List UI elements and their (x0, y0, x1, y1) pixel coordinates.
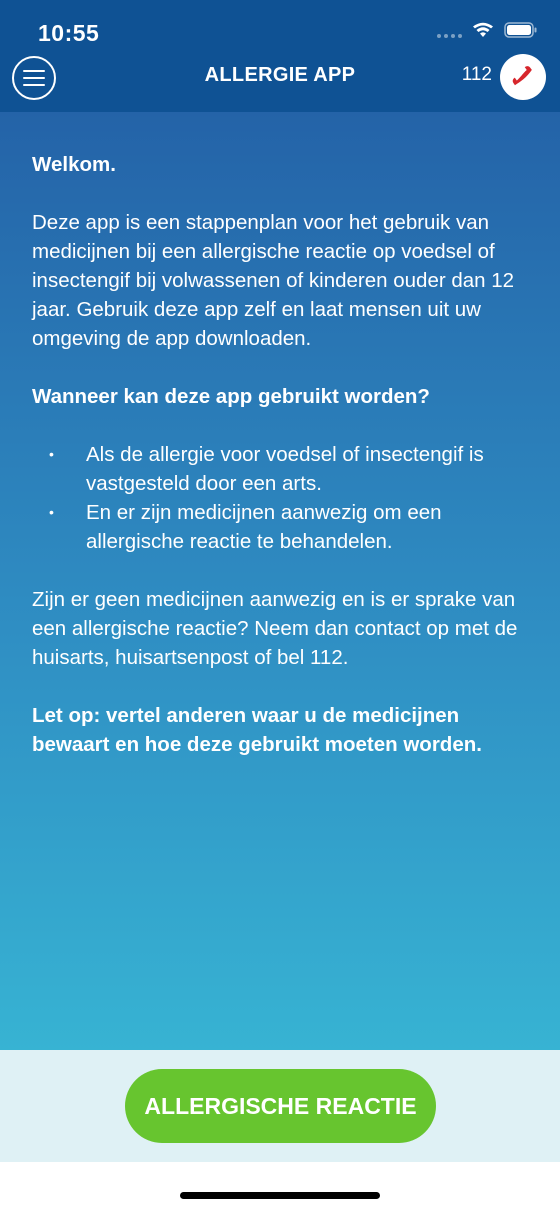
home-indicator (180, 1192, 380, 1199)
welcome-heading: Welkom. (32, 153, 116, 176)
nav-bar (0, 56, 560, 112)
list-item: • En er zijn medicijnen aanwezig om een allergische reactie te behandelen. (86, 498, 530, 556)
usage-heading: Wanneer kan deze app gebruikt worden? (32, 385, 430, 408)
list-item: • Als de allergie voor voedsel of insectengif is vastgesteld door een arts. (86, 440, 530, 498)
emergency-number[interactable]: 112 (461, 64, 492, 85)
allergic-reaction-button[interactable]: ALLERGISCHE REACTIE (125, 1069, 436, 1143)
call-button[interactable] (500, 54, 546, 100)
status-icons (437, 22, 538, 38)
intro-text: Deze app is een stappenplan voor het gebruik van medicijnen bij een allergische reactie op voedsel of insectengif bij volwassenen of kinderen ouder dan 12 jaar. Gebruik deze app zelf en laat mensen uit uw omgeving de app downloaden. (32, 211, 515, 350)
wifi-icon (472, 22, 494, 38)
bottom-action-area (0, 1050, 560, 1162)
status-time: 10:55 (38, 20, 100, 46)
battery-icon (504, 22, 538, 38)
main-content (0, 112, 560, 1050)
note-text: Let op: vertel anderen waar u de medicijnen bewaart en hoe deze gebruikt moeten worden. (32, 704, 482, 756)
no-medication-text: Zijn er geen medicijnen aanwezig en is er sprake van een allergische reactie? Neem dan contact op met de huisarts, huisartsenpost of bel 112. (32, 588, 518, 669)
usage-list (32, 440, 530, 556)
status-bar (0, 0, 560, 56)
phone-icon (510, 64, 536, 90)
signal-icon (437, 22, 462, 38)
page-title: ALLERGIE APP (204, 64, 356, 86)
